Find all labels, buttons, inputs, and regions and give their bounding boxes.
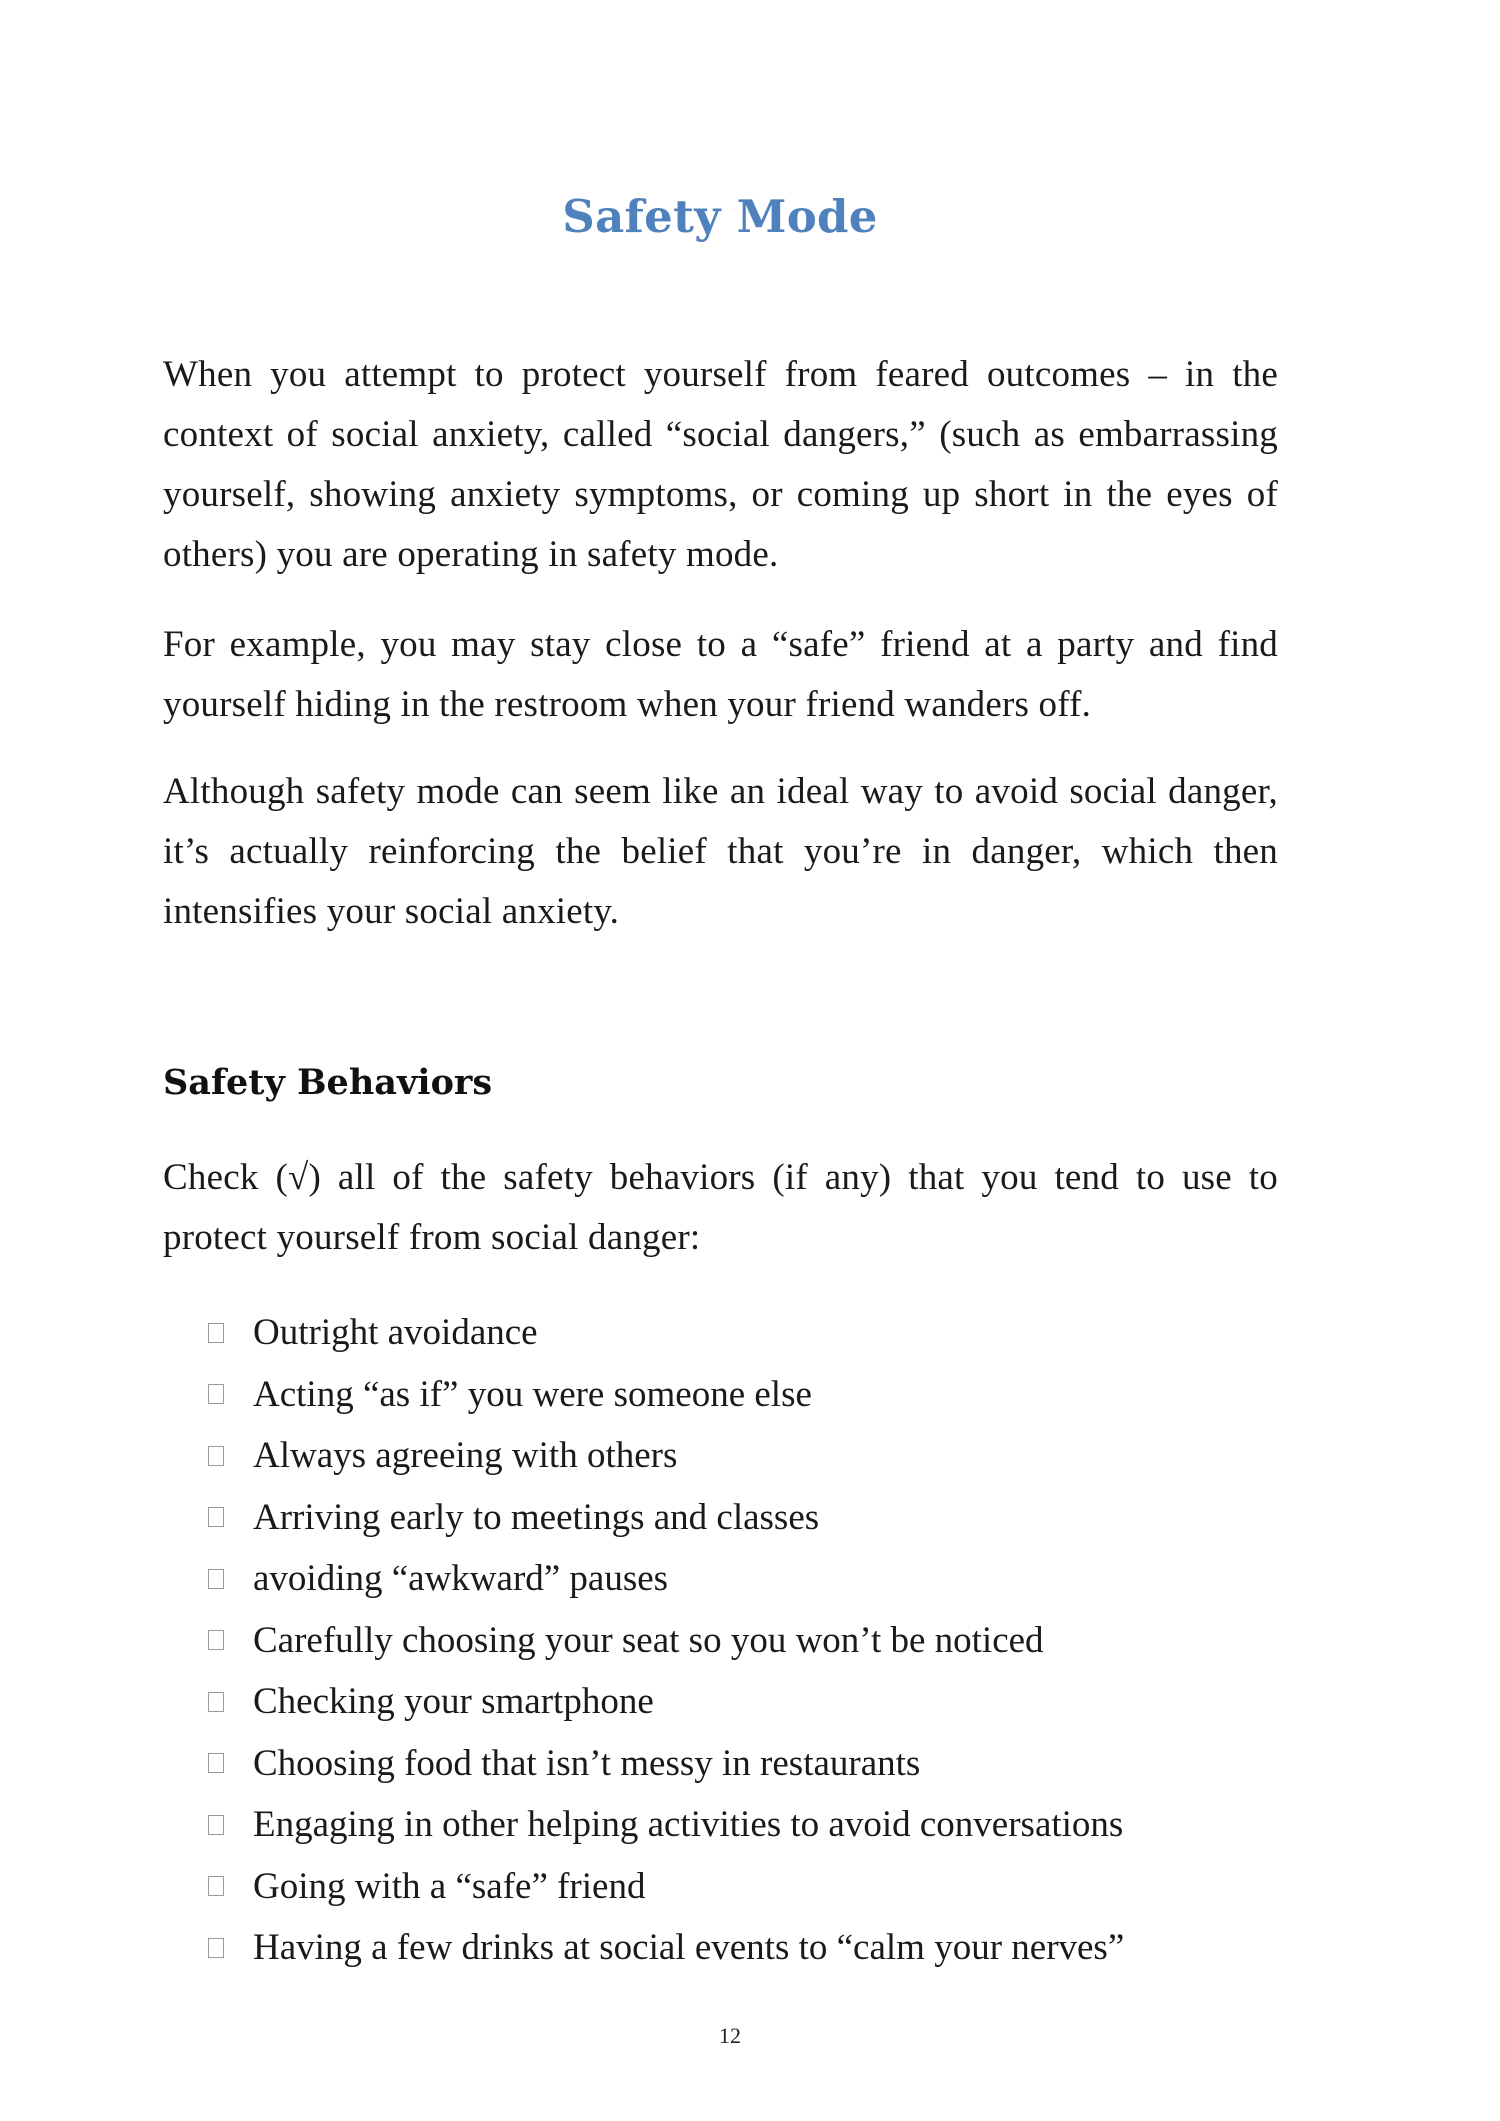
checklist-item-label: Carefully choosing your seat so you won’t be noticed xyxy=(253,1619,1044,1661)
checklist-item-label: Going with a “safe” friend xyxy=(253,1865,646,1907)
checklist-item-label: Engaging in other helping activities to avoid conversations xyxy=(253,1804,1124,1846)
checklist-item[interactable] xyxy=(208,1671,1124,1733)
checklist-item[interactable] xyxy=(208,1364,1124,1426)
section-heading: Safety Behaviors xyxy=(163,1062,493,1103)
page-number: 12 xyxy=(719,2023,741,2048)
checklist-instruction: Check (√) all of the safety behaviors (if any) that you tend to use to protect yourself from social danger: xyxy=(163,1157,1278,1258)
checklist-item[interactable] xyxy=(208,1733,1124,1795)
checklist-item[interactable] xyxy=(208,1487,1124,1549)
checklist-item-label: avoiding “awkward” pauses xyxy=(253,1558,669,1600)
safety-behaviors-checklist xyxy=(208,1302,1124,1979)
checkbox-icon[interactable] xyxy=(208,1569,224,1589)
checklist-item-label: Checking your smartphone xyxy=(253,1681,654,1723)
checklist-item-label: Having a few drinks at social events to “calm your nerves” xyxy=(253,1927,1125,1969)
checkbox-icon[interactable] xyxy=(208,1692,224,1712)
checklist-item[interactable] xyxy=(208,1548,1124,1610)
checklist-item-label: Outright avoidance xyxy=(253,1312,538,1354)
checklist-item-label: Choosing food that isn’t messy in restaurants xyxy=(253,1742,921,1784)
checklist-item[interactable] xyxy=(208,1610,1124,1672)
checklist-item[interactable] xyxy=(208,1856,1124,1918)
checklist-item-label: Acting “as if” you were someone else xyxy=(253,1373,812,1415)
checklist-item[interactable] xyxy=(208,1302,1124,1364)
checklist-item[interactable] xyxy=(208,1917,1124,1979)
checkbox-icon[interactable] xyxy=(208,1815,224,1835)
example-paragraph: For example, you may stay close to a “safe” friend at a party and find yourself hiding in the restroom when your friend wanders off. xyxy=(163,624,1278,725)
checklist-item[interactable] xyxy=(208,1794,1124,1856)
checkbox-icon[interactable] xyxy=(208,1507,224,1527)
checkbox-icon[interactable] xyxy=(208,1876,224,1896)
checkbox-icon[interactable] xyxy=(208,1384,224,1404)
checklist-item-label: Always agreeing with others xyxy=(253,1435,678,1477)
checkbox-icon[interactable] xyxy=(208,1446,224,1466)
intro-paragraph: When you attempt to protect yourself from feared outcomes – in the context of social anxiety, called “social dangers,” (such as embarrassing yourself, showing anxiety symptoms, or coming up short in the eyes of others) you are operating in safety mode. xyxy=(163,354,1278,575)
page-title: Safety Mode xyxy=(562,190,878,243)
checkbox-icon[interactable] xyxy=(208,1630,224,1650)
checkbox-icon[interactable] xyxy=(208,1323,224,1343)
checklist-item-label: Arriving early to meetings and classes xyxy=(253,1496,820,1538)
checkbox-icon[interactable] xyxy=(208,1753,224,1773)
checkbox-icon[interactable] xyxy=(208,1938,224,1958)
explanation-paragraph: Although safety mode can seem like an ideal way to avoid social danger, it’s actually reinforcing the belief that you’re in danger, which then intensifies your social anxiety. xyxy=(163,771,1278,932)
checklist-item[interactable] xyxy=(208,1425,1124,1487)
